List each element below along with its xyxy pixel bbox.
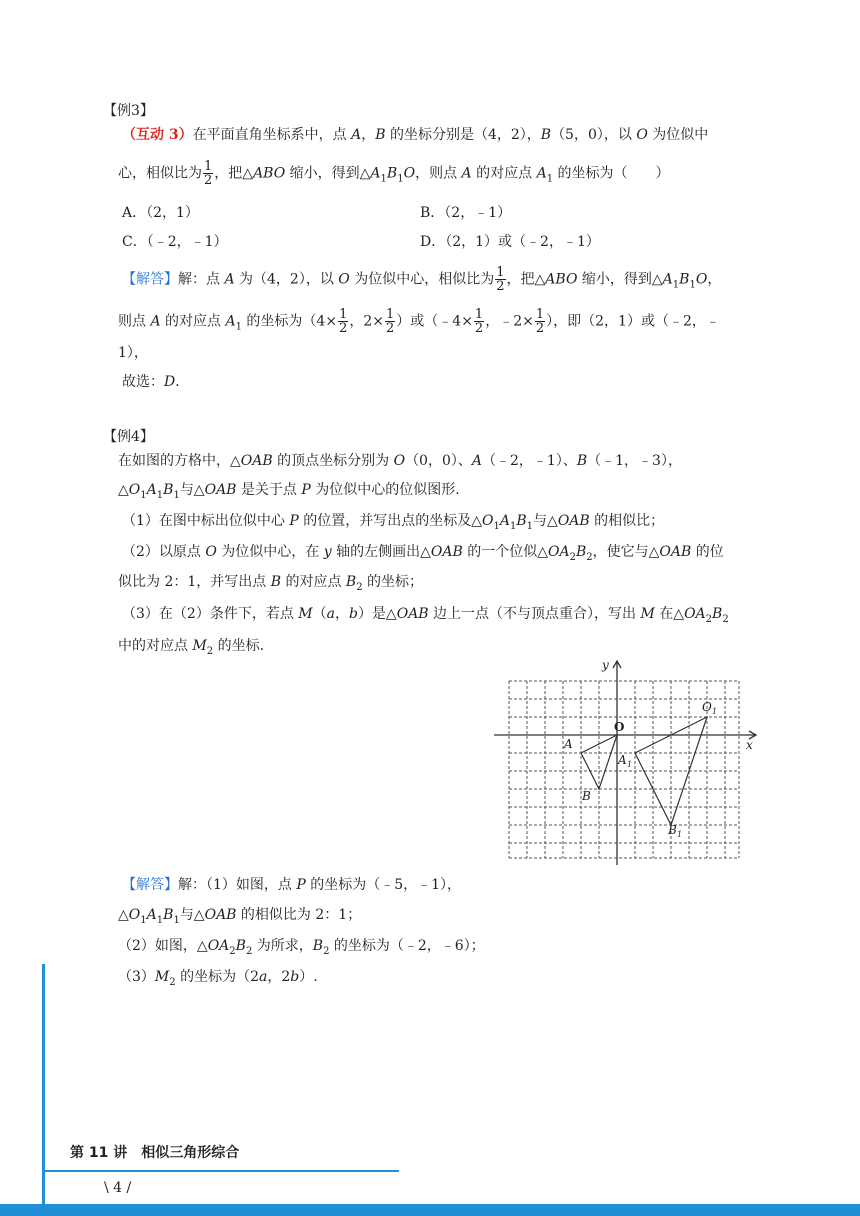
example4-question3-line1: （3）在（2）条件下，若点 M（a，b）是△OAB 边上一点（不与顶点重合），写出 M 在$\triangle OA_2B_2$ <box>122 606 729 625</box>
example4-question2-line2: 似比为 2：1，并写出点 B 的对应点 $B_2$ 的坐标； <box>118 574 424 593</box>
example3-question-line1: （互动 3）在平面直角坐标系中，点 A，B 的坐标分别是（4，2），B（5，0），以 O 为位似中 <box>122 127 709 143</box>
example4-question3-line2: 中的对应点 $M_2$ 的坐标. <box>118 638 265 657</box>
example4-question1: （1）在图中标出位似中心 P 的位置，并写出点的坐标及$\triangle O_1A_1B_1$与△OAB 的相似比； <box>122 513 665 532</box>
bottom-bar <box>0 1204 860 1216</box>
point-B-label: B <box>582 789 591 803</box>
option-c: C．（﹣2，﹣1） <box>122 234 228 250</box>
x-axis-label: x <box>746 738 753 752</box>
point-O1-label: O <box>702 700 712 714</box>
svg-text:1: 1 <box>677 830 683 839</box>
example4-answer-line3: （2）如图，$\triangle OA_2B_2$ 为所求，$B_2$ 的坐标为（﹣2，﹣6）； <box>118 938 485 957</box>
example4-problem-line2: $\triangle O_1A_1B_1$与△OAB 是关于点 P 为位似中心的位似图形. <box>118 482 460 501</box>
coordinate-grid-figure <box>494 657 764 867</box>
point-O-label: O <box>614 720 625 734</box>
svg-text:1: 1 <box>627 760 633 769</box>
svg-text:1: 1 <box>712 707 718 716</box>
footer-rule <box>42 1170 399 1172</box>
option-a: A．（2，1） <box>122 205 199 221</box>
answer-tag: 【解答】 <box>122 271 178 288</box>
example3-answer-line4: 故选：D． <box>122 374 190 390</box>
example4-question2-line1: （2）以原点 O 为位似中心，在 y 轴的左侧画出△OAB 的一个位似$\triangle OA_2B_2$，使它与△OAB 的位 <box>122 544 724 563</box>
example3-answer-line3: 1）， <box>118 345 148 361</box>
example3-question-line2: 心，相似比为 $\frac{1}{2}$ ，把△ABO 缩小，得到$\triangle A_1B_1O$，则点 A 的对应点 $A_1$ 的坐标为（ ） <box>118 159 670 188</box>
example3-answer-line2: 则点 A 的对应点 $A_1$ 的坐标为（4× $\frac{1}{2}$ ，2× $\frac{1}{2}$ ）或（﹣4× $\frac{1}{2}$ ，﹣2× $\frac{1}{2}$ ），即（2，1）或（﹣2，﹣ <box>118 307 720 336</box>
example3-answer-line1: 【解答】解：点 A 为（4，2），以 O 为位似中心，相似比为 $\frac{1}{2}$ ，把△ABO 缩小，得到$\triangle A_1B_1O$， <box>122 265 722 294</box>
example3-title: 【例3】 <box>103 103 154 119</box>
lecture-title: 第 11 讲 相似三角形综合 <box>70 1145 240 1161</box>
example4-answer-line1: 【解答】解：（1）如图，点 P 的坐标为（﹣5，﹣1）， <box>122 877 462 893</box>
point-A-label: A <box>564 737 573 751</box>
point-B1-label: B <box>668 823 677 837</box>
point-A1-label: A <box>618 753 627 767</box>
example4-answer-line2: $\triangle O_1A_1B_1$与△OAB 的相似比为 2：1； <box>118 907 362 926</box>
example4-answer-line4: $(3)M_2$ 的坐标为（2a，2b）. <box>118 969 318 988</box>
y-axis-label: y <box>602 658 609 672</box>
option-d: D．（2，1）或（﹣2，﹣1） <box>420 234 600 250</box>
page-number: \ 4 / <box>104 1180 132 1196</box>
example4-title: 【例4】 <box>103 429 154 445</box>
example4-problem-line1: 在如图的方格中，△OAB 的顶点坐标分别为 O（0，0）、A（﹣2，﹣1）、B（﹣1，﹣3）， <box>118 453 682 469</box>
option-b: B．（2，﹣1） <box>420 205 512 221</box>
answer-tag: 【解答】 <box>122 877 178 893</box>
fraction-half: $\frac{1}{2}$ <box>204 159 213 188</box>
interactive-tag: （互动 3） <box>122 127 193 143</box>
